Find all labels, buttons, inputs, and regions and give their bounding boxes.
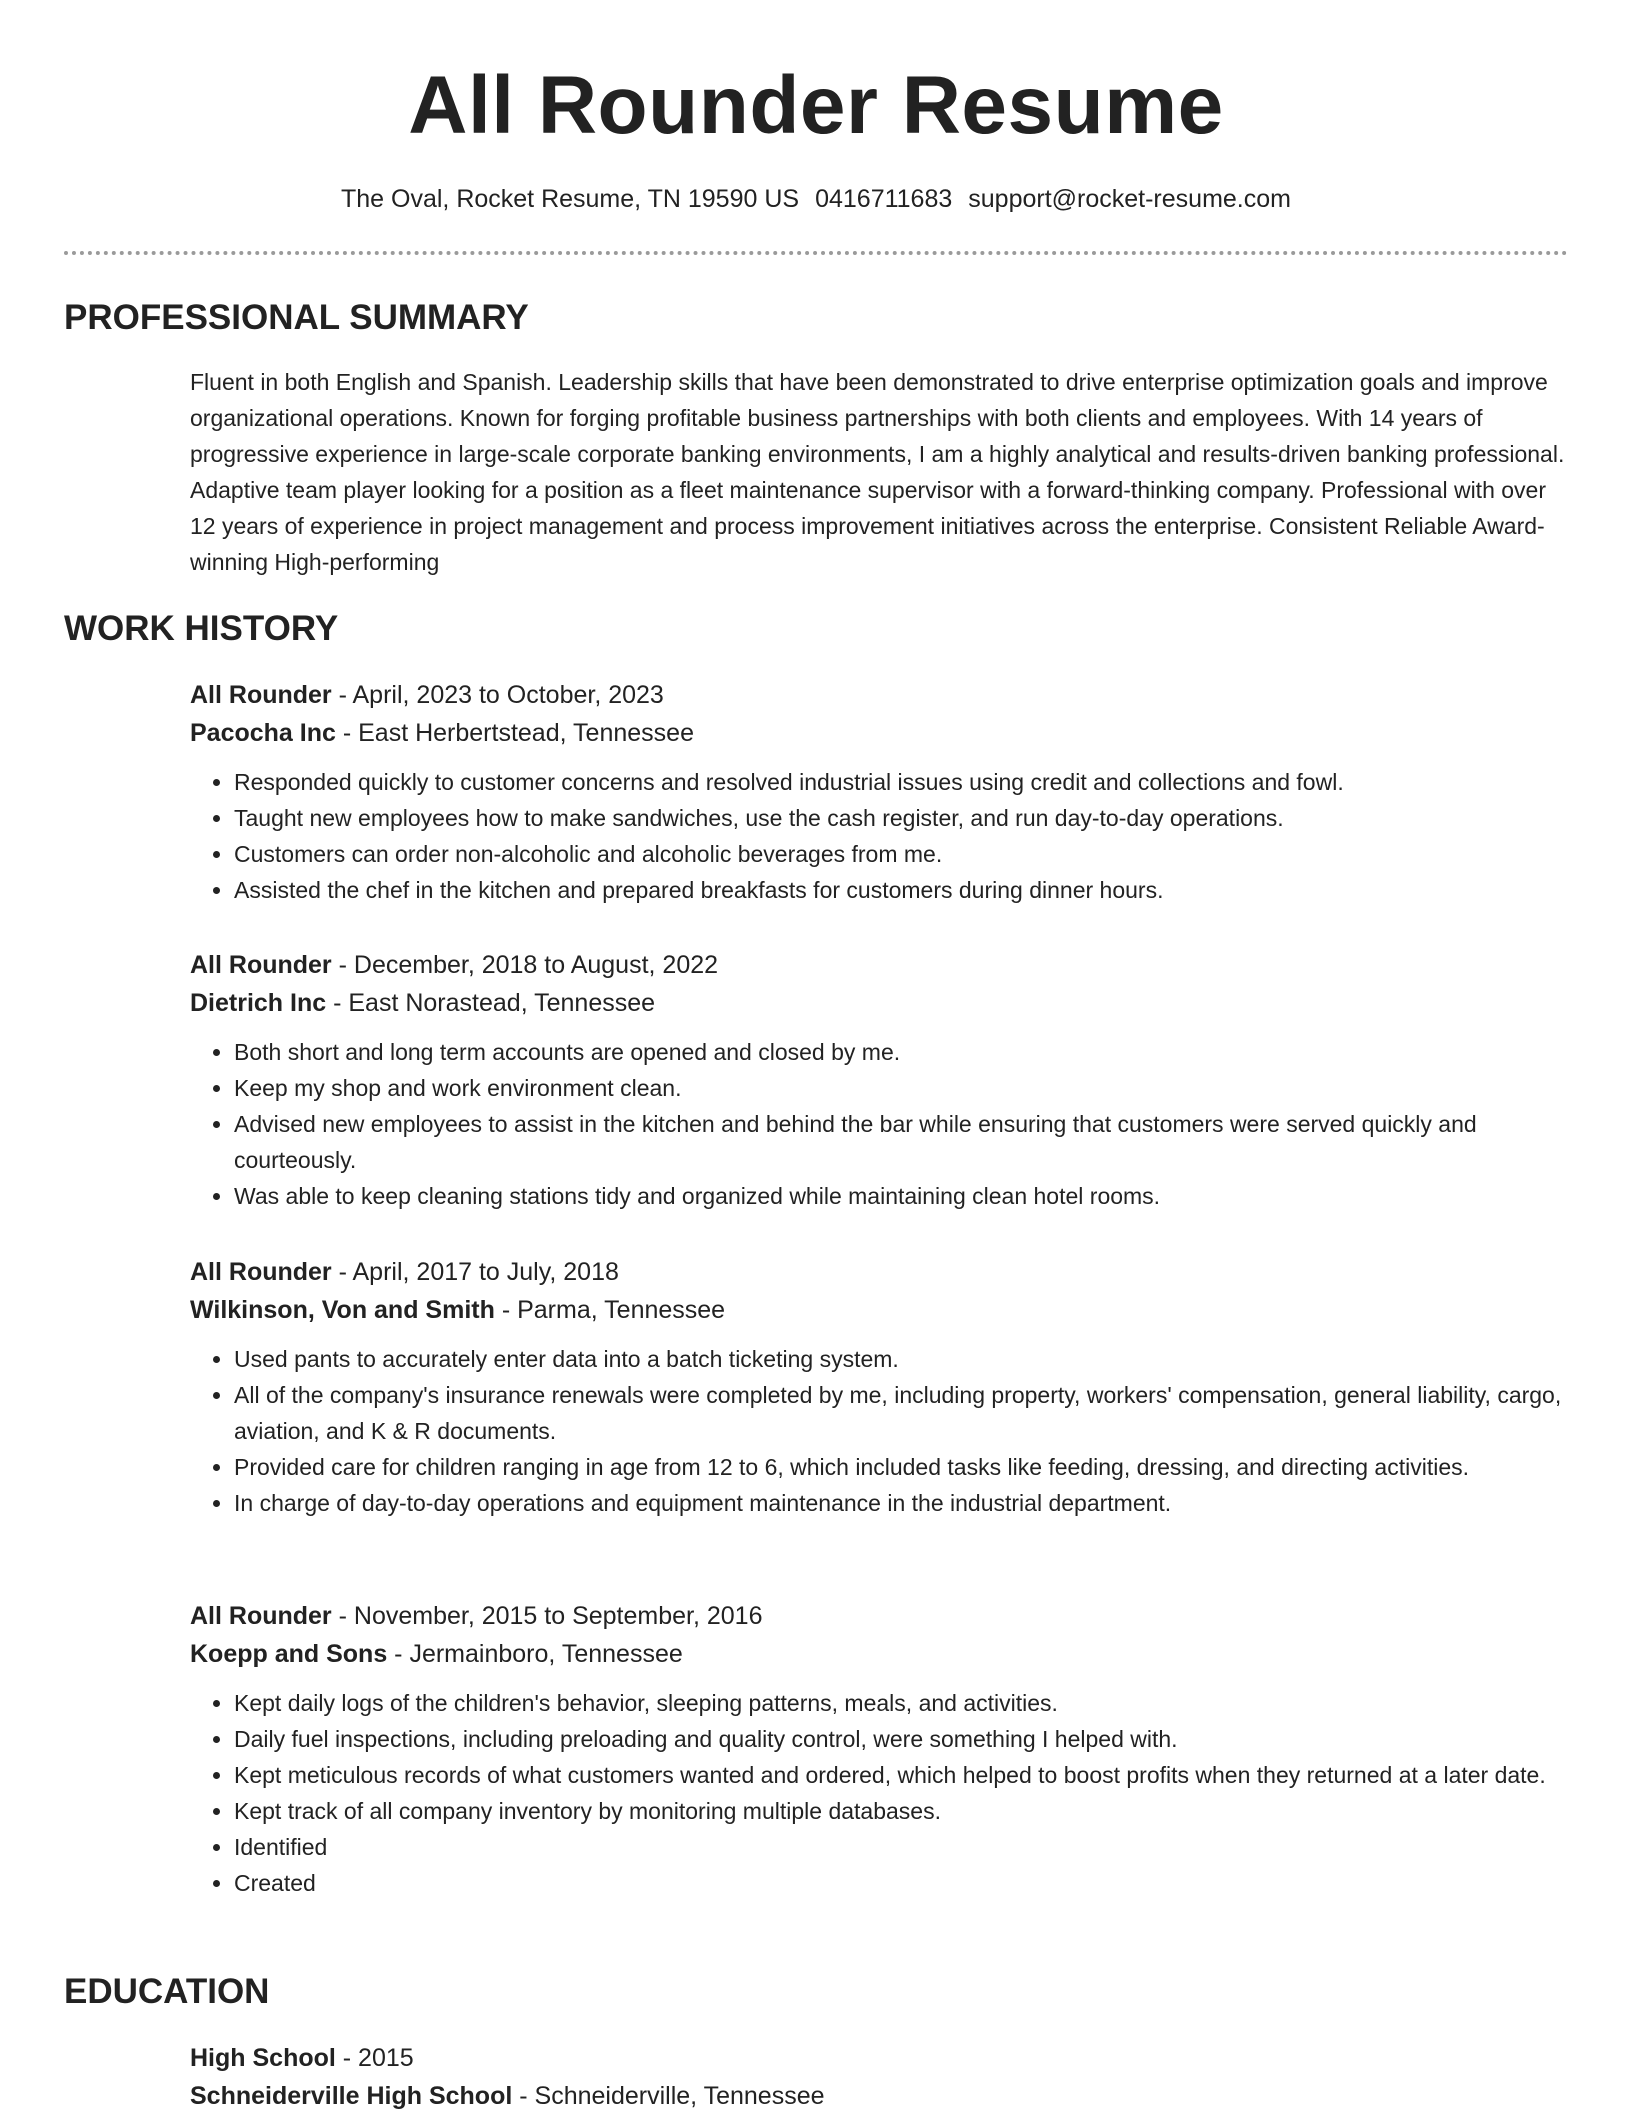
contact-phone: 0416711683 [815, 185, 953, 213]
job-dates: - April, 2017 to July, 2018 [331, 1258, 619, 1286]
job-company: Koepp and Sons [190, 1640, 388, 1668]
job-title-line [190, 1253, 1570, 1291]
job-company-line [190, 1635, 1570, 1673]
job-bullets [190, 1341, 1570, 1521]
job-title-line [190, 1597, 1570, 1635]
job-entry [190, 1597, 1570, 1901]
list-item: • Keep my shop and work environment clean. [234, 1070, 1570, 1106]
job-entry [190, 946, 1570, 1214]
job-company: Dietrich Inc [190, 989, 327, 1017]
list-item: • Kept track of all company inventory by monitoring multiple databases. [234, 1793, 1570, 1829]
list-item: • In charge of day-to-day operations and equipment maintenance in the industrial department. [234, 1485, 1570, 1521]
job-bullets [190, 1034, 1570, 1214]
job-location: - Jermainboro, Tennessee [387, 1640, 683, 1668]
education-degree-line [190, 2039, 1570, 2077]
contact-address: The Oval, Rocket Resume, TN 19590 US [341, 185, 800, 213]
list-item: • Daily fuel inspections, including preloading and quality control, were something I helped with. [234, 1721, 1570, 1757]
job-company-line [190, 1291, 1570, 1329]
job-bullets [190, 764, 1570, 908]
job-role: All Rounder [190, 681, 332, 709]
list-item: • Taught new employees how to make sandwiches, use the cash register, and run day-to-day operations. [234, 800, 1570, 836]
job-location: - Parma, Tennessee [494, 1296, 726, 1324]
list-item: • Was able to keep cleaning stations tidy and organized while maintaining clean hotel rooms. [234, 1178, 1570, 1214]
resume-name: All Rounder Resume [408, 60, 1224, 151]
job-company-line [190, 714, 1570, 752]
list-item: • Customers can order non-alcoholic and alcoholic beverages from me. [234, 836, 1570, 872]
summary-text: Fluent in both English and Spanish. Leadership skills that have been demonstrated to drive enterprise optimization goals and improve organizational operations. Known for forging profitable business partnerships with both clients and employees. With 14 years of progressive experience in large-scale corporate banking environments, I am a highly analytical and results-driven banking professional. Adaptive team player looking for a position as a fleet maintenance supervisor with a forward-thinking company. Professional with over 12 years of experience in project management and process improvement initiatives across the enterprise. Consistent Reliable Award-winning High-performing [190, 369, 1565, 575]
job-location: - East Herbertstead, Tennessee [335, 719, 694, 747]
job-dates: - December, 2018 to August, 2022 [331, 951, 719, 979]
education-school: Schneiderville High School [190, 2082, 513, 2110]
job-company: Wilkinson, Von and Smith [190, 1296, 495, 1324]
job-dates: - April, 2023 to October, 2023 [331, 681, 664, 709]
job-role: All Rounder [190, 1602, 332, 1630]
list-item: • All of the company's insurance renewals were completed by me, including property, workers' compensation, general liability, cargo, aviation, and K & R documents. [234, 1377, 1570, 1449]
work-history-heading: WORK HISTORY [64, 609, 339, 648]
list-item: • Provided care for children ranging in age from 12 to 6, which included tasks like feeding, dressing, and directing activities. [234, 1449, 1570, 1485]
education-school-line [190, 2077, 1570, 2115]
list-item: • Advised new employees to assist in the kitchen and behind the bar while ensuring that customers were served quickly and courteously. [234, 1106, 1570, 1178]
education-heading: EDUCATION [64, 1972, 270, 2011]
header-divider [64, 251, 1568, 255]
education-entry [190, 2039, 1570, 2115]
education-year: - 2015 [335, 2044, 414, 2072]
list-item: • Created [234, 1865, 1570, 1901]
job-title-line [190, 946, 1570, 984]
job-bullets [190, 1685, 1570, 1901]
list-item: • Both short and long term accounts are opened and closed by me. [234, 1034, 1570, 1070]
list-item: • Responded quickly to customer concerns and resolved industrial issues using credit and collections and fowl. [234, 764, 1570, 800]
job-company: Pacocha Inc [190, 719, 336, 747]
job-dates: - November, 2015 to September, 2016 [331, 1602, 763, 1630]
contact-email[interactable]: support@rocket-resume.com [968, 185, 1291, 213]
list-item: • Kept daily logs of the children's behavior, sleeping patterns, meals, and activities. [234, 1685, 1570, 1721]
list-item: • Kept meticulous records of what customers wanted and ordered, which helped to boost profits when they returned at a later date. [234, 1757, 1570, 1793]
summary-heading: PROFESSIONAL SUMMARY [64, 298, 529, 337]
job-role: All Rounder [190, 1258, 332, 1286]
job-role: All Rounder [190, 951, 332, 979]
job-company-line [190, 984, 1570, 1022]
list-item: • Assisted the chef in the kitchen and prepared breakfasts for customers during dinner hours. [234, 872, 1570, 908]
contact-line [0, 182, 1632, 216]
job-entry [190, 1253, 1570, 1521]
education-location: - Schneiderville, Tennessee [512, 2082, 825, 2110]
education-degree: High School [190, 2044, 336, 2072]
job-entry [190, 676, 1570, 908]
job-title-line [190, 676, 1570, 714]
list-item: • Identified [234, 1829, 1570, 1865]
job-location: - East Norastead, Tennessee [326, 989, 656, 1017]
list-item: • Used pants to accurately enter data into a batch ticketing system. [234, 1341, 1570, 1377]
